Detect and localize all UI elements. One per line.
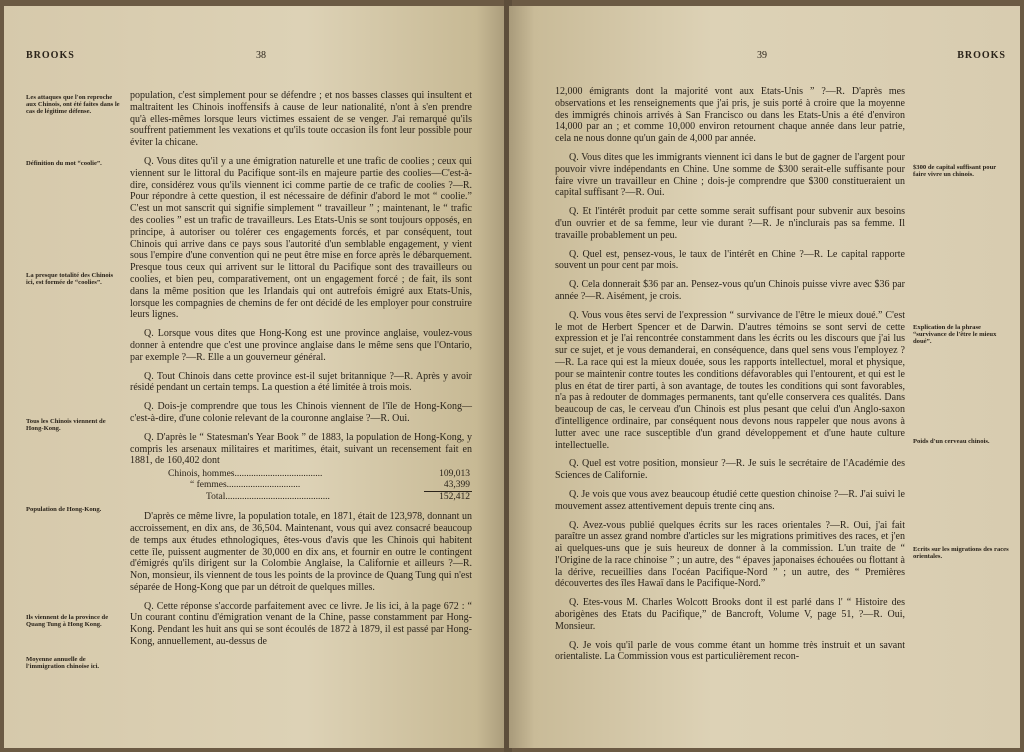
table-label: Total............................................ (206, 491, 330, 502)
paragraph: Q. Je vois qu'il parle de vous comme étant un homme très instruit et un savant orientaliste. La Commission vous est particulièrement recon- (555, 639, 905, 663)
sidenote: Population de Hong-Kong. (26, 506, 102, 513)
right-page-text (555, 86, 905, 670)
paragraph: Q. Cette réponse s'accorde parfaitement avec ce livre. Je lis ici, à la page 672 : “ Un courant continu d'émigration venant de la Chine, passe constamment par Hong-Kong. Pendant les huit ans qui se sont écoulés de 1872 à 1879, il est passé par Hong-Kong, annuellement, au-dessus de (130, 600, 472, 648)
sidenote: Tous les Chinois viennent de Hong-Kong. (26, 418, 106, 432)
running-header-left: BROOKS (26, 50, 75, 61)
paragraph: Q. Tout Chinois dans cette province est-il sujet britannique ?—R. Après y avoir résidé pendant un certain temps. La question a été limitée à trois mois. (130, 370, 472, 394)
paragraph: Q. Dois-je comprendre que tous les Chinois viennent de l'île de Hong-Kong—c'est-à-dire, d'une colonie relevant de la couronne anglaise ?—R. Oui. (130, 401, 472, 424)
sidenote: La presque totalité des Chinois ici, est formée de “coolies”. (26, 272, 114, 286)
paragraph: Q. Etes-vous M. Charles Wolcott Brooks dont il est parlé dans l' “ Histoire des aborigènes des Etats du Pacifique,” de Bancroft, Volume V, page 51, ?—R. Oui, Monsieur. (555, 597, 905, 632)
table-value: 109,013 (439, 469, 470, 480)
paragraph: D'après ce même livre, la population totale, en 1871, était de 123,978, donnant un accroissement, en dix ans, de 36,504. Maintenant, vous qui avez consacré beaucoup de temps aux études ethnologiques, êtes-vous d'avis que les Chinois qui habitent cette île, puissent augmenter de 30,000 en dix ans, et fournir en outre le contingent d'émigrés qu'ils dirigent sur la Colombie Anglaise, la Californie et ailleurs ?—R. Non, monsieur, ils viennent de tous les points de la province de Quang Tung qui n'est séparée de Hong-Kong que par un détroit de quelques milles. (130, 511, 472, 593)
sidenote: Explication de la phrase “survivance de l'être le mieux doué”. (913, 324, 997, 345)
paragraph: population, c'est simplement pour se défendre ; et nos basses classes qui insultent et maltraitent les Chinois inoffensifs à cause de leur nationalité, n'ont à s'en prendre qu'à elles-mêmes lorsque leurs victimes essaient de se venger. J'ai remarqué qu'ils souffrent patiemment les vexations et qu'ils toute occasion ils font leur possible pour éviter la chicane. (130, 90, 472, 149)
paragraph: Q. Je vois que vous avez beaucoup étudié cette question chinoise ?—R. J'ai suivi le mouvement assez attentivement depuis trente cinq ans. (555, 488, 905, 512)
sidenote: Ils viennent de la province de Quang Tung à Hong Kong. (26, 614, 109, 628)
sidenote: $300 de capital suffisant pour faire vivre un chinois. (913, 164, 997, 178)
paragraph: Q. Et l'intérêt produit par cette somme serait suffisant pour subvenir aux besoins d'un ouvrier et de sa femme, leur vie durant ?—R. Je n'inclurais pas sa femme. Il travaille probablement un peu. (555, 206, 905, 241)
table-row (166, 469, 472, 480)
paragraph: Q. Vous dites qu'il y a une émigration naturelle et une trafic de coolies ; ceux qui viennent sur le littoral du Pacifique sont-ils en majeure partie des coolies—C'est-à-dire, considérez vous qu'ils viennent ici comme partie de ce trafic de coolies ?—R. Pour répondre à cette question, il est nécessaire de définir d'abord le mot “ coolie.” C'est un mot sanscrit qui signifie simplement “ travailleur ” ; maintenant, le “ trafic des coolies ” est un trafic de travailleurs. Les Etats-Unis se sont toujours opposés, en principe, à autoriser ou tolérer ces engagements forcés, et par conséquent, tout Chinois qui arrive dans ce pays sous l'autorité d'un semblable engagement, y vient sous l'empire d'une convention qui ne peut être mise en force après le débarquement. Presque tous ceux qui arrivent sur le littoral du Pacifique sont des travailleurs ou coolies, et bien peu, comparativement, ont un engagement forcé ; de fait, ils sont dans la même position que les Irlandais qui ont autrefois émigré aux Etats-Unis, lorsque les compagnies de chemins de fer ont décidé de les employer pour construire leurs lignes. (130, 155, 472, 321)
paragraph: Q. Vous vous êtes servi de l'expression “ survivance de l'être le mieux doué.” C'est le mot de Herbert Spencer et de Darwin. D'autres témoins se sont servi de cette expression et je l'ai rencontrée constamment dans les écrits ou les discours que j'ai lus sur ce sujet, et je vous demanderai, en conséquence, dans quel sens vous l'employez ?—R. La race qui est la mieux douée, sous les rapports intellectuel, moral et physique, pour se maintenir contre toutes les conditions défavorables qui l'entourent, et qui est le plus en état de tirer parti, à son avantage, de toutes les conditions qui sont favorables, n'a pas à redouter de dommages permanents, tant qu'elle conservera ces qualités. Dans beaucoup de cas, le cerveau d'un Chinois est plus pesant que celui d'un Anglo-saxon d'intelligence ordinaire, par conséquent nous devons nous rappeler que nous avons à lutter avec une race susceptible d'un grand développement et d'une haute culture intellectuelle. (555, 309, 905, 451)
sidenote: Définition du mot “coolie”. (26, 160, 102, 167)
sidenote: Poids d'un cerveau chinois. (913, 438, 990, 445)
paragraph: 12,000 émigrants dont la majorité vont aux Etats-Unis ” ?—R. D'après mes observations et les renseignements que j'ai pris, je suis porté à croire que la moyenne des immigrés chinois arrivés à San Francisco ou dans les Etats-Unis a été d'environ 14,000 par an ; et comme 10,000 environ retournent chaque année dans leur patrie, cela ne nous donne qu'un gain de 4,000 par année. (555, 86, 905, 145)
table-row (166, 480, 472, 492)
paragraph: Q. D'après le “ Statesman's Year Book ” de 1883, la population de Hong-Kong, y compris les arsenaux militaires et maritimes, était, suivant un recensement fait en 1881, de 160,402 dont (130, 431, 472, 467)
sidenote: Les attaques que l'on reproche aux Chinois, ont été faites dans le cas de légitime défense. (26, 94, 120, 115)
table-value: 152,412 (424, 492, 472, 504)
running-header-right: BROOKS (957, 50, 1006, 61)
left-page-text (130, 90, 472, 655)
table-label: “ femmes............................... (190, 480, 301, 491)
population-table (166, 469, 472, 503)
paragraph: Q. Lorsque vous dites que Hong-Kong est une province anglaise, voulez-vous donner à entendre que c'est une province anglaise dans le même sens que l'Ontario, par exemple ?—R. Elle a un gouverneur général. (130, 328, 472, 363)
paragraph: Q. Avez-vous publié quelques écrits sur les races orientales ?—R. Oui, j'ai fait paraître un assez grand nombre d'articles sur les migrations primitives des races, et j'en ai quelques-uns que je suis heureux de donner à la commission. L'un traite de “ l'Origine de la race chinoise ” ; un autre, des “ épaves japonaises échouées ou flottant à la dérive, recueillies dans l'océan Pacifique-Nord ” ; un autre, des “ Premières découvertes des îles Hawaï dans le Pacifique-Nord.” (555, 519, 905, 590)
right-page (509, 6, 1020, 748)
paragraph: Q. Quel est, pensez-vous, le taux de l'intérêt en Chine ?—R. Le capital rapporte souvent un pour cent par mois. (555, 248, 905, 272)
left-page (4, 6, 507, 748)
table-label: Chinois, hommes..................................... (168, 469, 323, 480)
sidenote: Ecrits sur les migrations des races orientales. (913, 546, 1009, 560)
page-number-left: 38 (256, 50, 266, 61)
paragraph: Q. Cela donnerait $36 par an. Pensez-vous qu'un Chinois puisse vivre avec $36 par année ?—R. Aisément, je crois. (555, 279, 905, 302)
table-row-total (166, 492, 472, 504)
table-value: 43,399 (443, 480, 470, 491)
paragraph: Q. Vous dites que les immigrants viennent ici dans le but de gagner de l'argent pour pouvoir vivre indépendants en Chine. Une somme de $300 serait-elle suffisante pour faire vivre un travailleur en Chine ; dois-je comprendre que $300 constitueraient un capital suffisant ?—R. Oui. (555, 151, 905, 199)
sidenote: Moyenne annuelle de l'immigration chinoise ici. (26, 656, 100, 670)
paragraph: Q. Quel est votre position, monsieur ?—R. Je suis le secrétaire de l'Académie des Sciences de Californie. (555, 458, 905, 482)
page-number-right: 39 (757, 50, 767, 61)
